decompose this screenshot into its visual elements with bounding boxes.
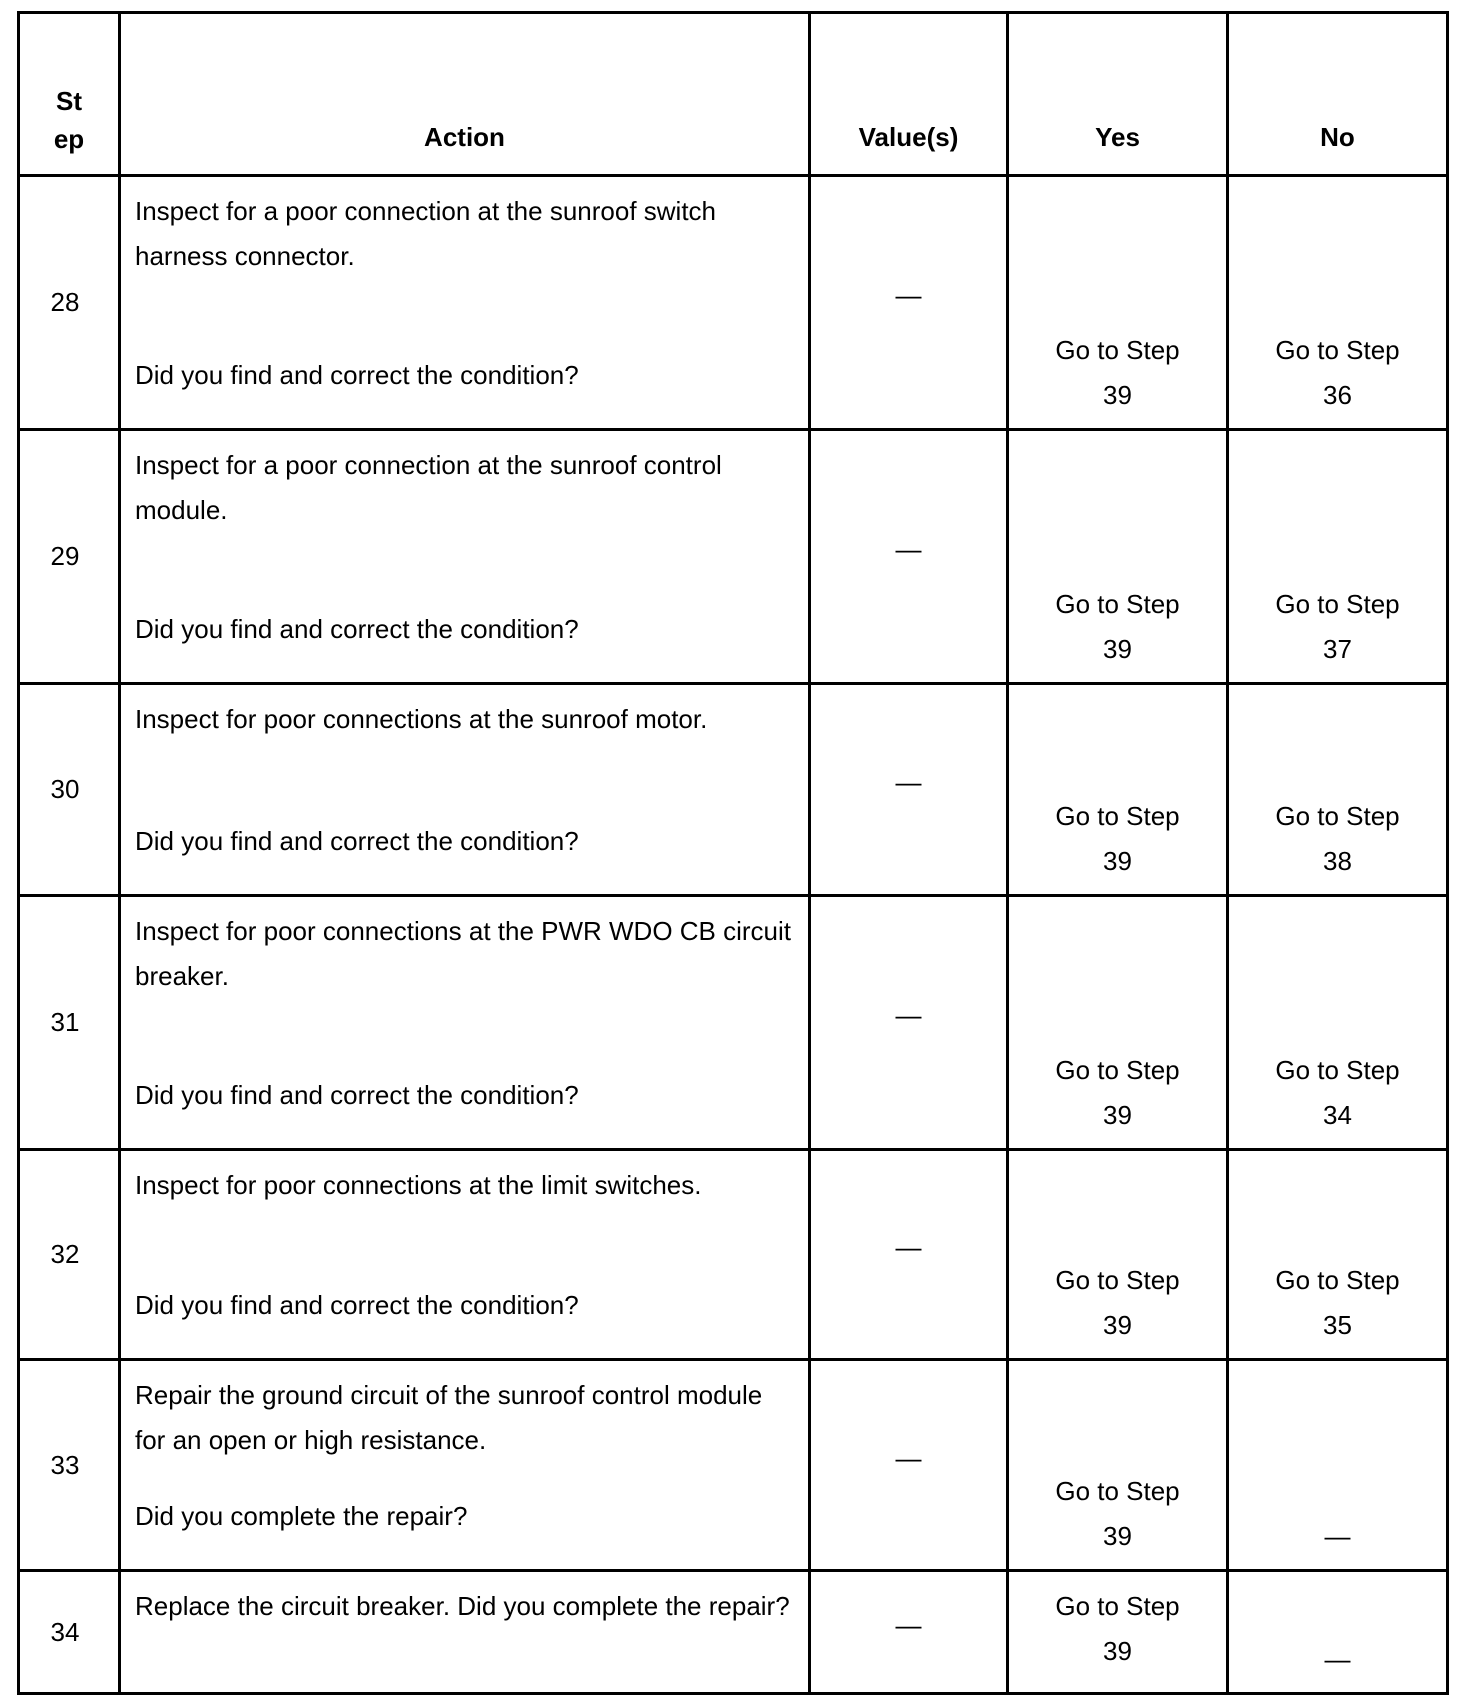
table-row [19,430,1448,684]
header-action: Action [120,13,810,176]
no-cell: — [1228,1571,1448,1694]
no-cell: Go to Step 38 [1228,684,1448,896]
value-cell: — [810,1360,1008,1571]
action-question: Did you find and correct the condition? [135,614,579,644]
action-question: Did you find and correct the condition? [135,360,579,390]
step-number: 32 [19,1150,120,1360]
header-row [19,13,1448,176]
no-cell: Go to Step 34 [1228,896,1448,1150]
step-number: 30 [19,684,120,896]
value-cell: — [810,176,1008,430]
table-row [19,176,1448,430]
table-row [19,1150,1448,1360]
action-cell [120,896,810,1150]
yes-cell: Go to Step 39 [1008,684,1228,896]
action-text: Inspect for poor connections at the PWR WDO CB circuit breaker. [135,916,792,991]
action-question: Did you complete the repair? [135,1501,468,1531]
value-cell: — [810,1571,1008,1694]
yes-cell: Go to Step 39 [1008,1571,1228,1694]
step-number: 34 [19,1571,120,1694]
no-cell: — [1228,1360,1448,1571]
action-text: Replace the circuit breaker. Did you complete the repair? [135,1591,790,1621]
action-cell [120,684,810,896]
header-no: No [1228,13,1448,176]
table-row [19,684,1448,896]
action-question: Did you find and correct the condition? [135,826,579,856]
step-number: 31 [19,896,120,1150]
action-question: Did you find and correct the condition? [135,1290,579,1320]
action-cell [120,176,810,430]
yes-cell: Go to Step 39 [1008,1150,1228,1360]
step-number: 29 [19,430,120,684]
action-text: Inspect for poor connections at the limit switches. [135,1170,702,1200]
action-cell [120,1571,810,1694]
no-cell: Go to Step 35 [1228,1150,1448,1360]
table-row [19,1571,1448,1694]
value-cell: — [810,684,1008,896]
step-number: 28 [19,176,120,430]
value-cell: — [810,1150,1008,1360]
yes-cell: Go to Step 39 [1008,896,1228,1150]
action-cell [120,430,810,684]
no-cell: Go to Step 36 [1228,176,1448,430]
yes-cell: Go to Step 39 [1008,1360,1228,1571]
yes-cell: Go to Step 39 [1008,176,1228,430]
table-row [19,896,1448,1150]
action-text: Inspect for a poor connection at the sunroof switch harness connector. [135,196,717,271]
action-cell [120,1150,810,1360]
yes-cell: Go to Step 39 [1008,430,1228,684]
action-text: Inspect for poor connections at the sunroof motor. [135,704,708,734]
value-cell: — [810,430,1008,684]
diagnostic-table [17,11,1449,1695]
table-row [19,1360,1448,1571]
step-number: 33 [19,1360,120,1571]
header-step: St ep [19,13,120,176]
action-text: Repair the ground circuit of the sunroof control module for an open or high resistance. [135,1380,763,1455]
action-text: Inspect for a poor connection at the sunroof control module. [135,450,722,525]
no-cell: Go to Step 37 [1228,430,1448,684]
action-cell [120,1360,810,1571]
value-cell: — [810,896,1008,1150]
header-values: Value(s) [810,13,1008,176]
header-yes: Yes [1008,13,1228,176]
action-question: Did you find and correct the condition? [135,1080,579,1110]
